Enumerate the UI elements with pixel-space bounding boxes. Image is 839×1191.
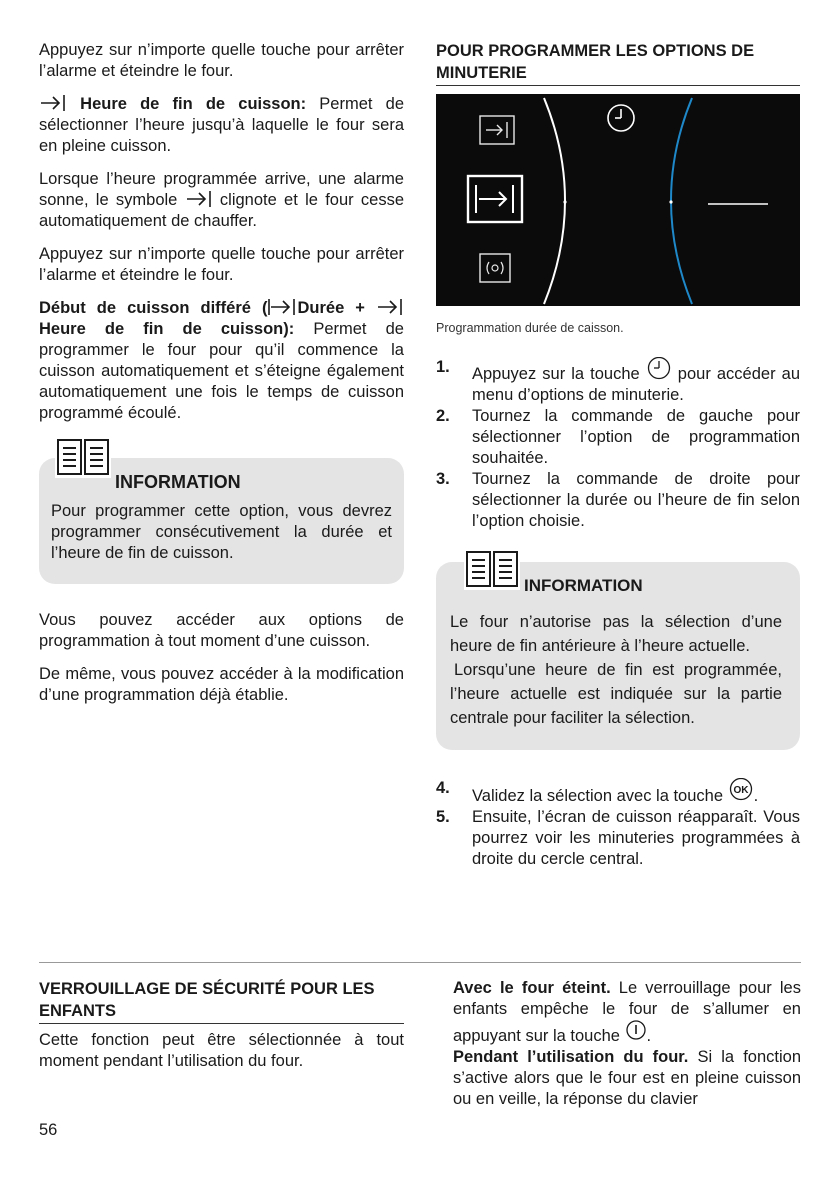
information-book-icon [464,548,520,590]
delayed-label-a: Début de cuisson différé ( [39,299,268,317]
paragraph-alarm-rings [39,169,404,232]
end-time-label: Heure de fin de cuisson: [80,95,307,113]
info-box-right [436,562,800,750]
child-lock-intro: Cette fonction peut être sélectionnée à tout moment pendant l’utilisation du four. [39,1031,404,1070]
step-number: 4. [436,779,450,797]
paragraph-end-time [39,94,404,157]
step-text: Appuyez sur la touche [472,365,646,383]
oven-off-text-b: . [646,1027,652,1045]
step-number: 5. [436,808,450,826]
alarm-text-a: Lorsque l’heure programmée arrive, une alarme sonne, le symbole [39,170,404,209]
oven-off-text-a: Le verrouillage pour les enfants empêche le four de s’allumer en appuyant sur la touche [453,979,801,1045]
step-number: 2. [436,407,450,425]
step-item [436,469,800,532]
delayed-label-c: Heure de fin de cuisson): [39,320,295,338]
step-text-b: pour accéder au menu d’options de minuterie. [472,365,800,404]
info-title: INFORMATION [524,576,643,595]
oven-use-label: Pendant l’utilisation du four. [453,1048,689,1066]
info-box-left [39,458,404,584]
end-time-icon [185,190,213,208]
info-text-2: Lorsqu’une heure de fin est programmée, l’heure actuelle est indiquée sur la partie centrale pour faciliter la sélection. [450,661,782,727]
end-time-icon [376,298,404,316]
clock-key-icon [646,357,672,381]
section-divider [39,962,801,963]
info-text-1: Le four n’autorise pas la sélection d’une heure de fin antérieure à l’heure actuelle. [450,613,782,655]
information-book-icon [55,436,111,478]
paragraph-delayed-start [39,298,404,424]
delayed-text: Permet de programmer le four pour qu’il commence la cuisson automatiquement et s’éteigne également automatiquement une fois le temps de cuisson programmé écoulé. [39,320,404,422]
step-number: 3. [436,470,450,488]
paragraph-alarm-stop: Appuyez sur n’importe quelle touche pour arrêter l’alarme et éteindre le four. [39,41,404,80]
ok-key-icon [728,778,754,802]
ok-key-label: OK [733,785,749,796]
alarm-text-b: clignote et le four cesse automatiquement de chauffer. [39,191,404,230]
info-title: INFORMATION [115,472,241,492]
power-key-icon [625,1020,647,1042]
child-lock-details [453,978,801,1110]
step-text-b: . [753,787,759,805]
step-text: Validez la sélection avec la touche [472,787,728,805]
paragraph-modify-program: De même, vous pouvez accéder à la modification d’une programmation déjà établie. [39,665,404,704]
steps-list-1 [436,357,800,532]
oven-use-text: Si la fonction s’active alors que le four est en pleine cuisson ou en veille, la réponse du clavier [453,1048,801,1108]
info-text: Pour programmer cette option, vous devrez programmer consécutivement la durée et l’heure de fin de cuisson. [51,502,392,562]
step-item [436,406,800,469]
figure-caption: Programmation durée de caisson. [436,321,624,335]
duration-icon [267,298,297,316]
child-lock-heading: VERROUILLAGE DE SÉCURITÉ POUR LES ENFANTS [39,978,404,1024]
step-text: Tournez la commande de droite pour sélectionner la durée ou l’heure de fin selon l’option choisie. [472,470,800,530]
delayed-label-b: Durée + [297,299,376,317]
step-text: Tournez la commande de gauche pour sélectionner l’option de programmation souhaitée. [472,407,800,467]
oven-off-label: Avec le four éteint. [453,979,611,997]
right-column [436,40,800,870]
end-time-icon [39,94,67,112]
page-number: 56 [39,1121,58,1139]
paragraph-alarm-stop-2: Appuyez sur n’importe quelle touche pour arrêter l’alarme et éteindre le four. [39,245,404,284]
step-item [436,807,800,870]
oven-display-graphic [436,94,800,306]
oven-display-illustration [436,94,800,306]
left-column [39,40,404,718]
step-number: 1. [436,358,450,376]
steps-list-2 [436,778,800,870]
paragraph-access-options: Vous pouvez accéder aux options de programmation à tout moment d’une cuisson. [39,611,404,650]
step-text: Ensuite, l’écran de cuisson réapparaît. Vous pourrez voir les minuteries programmées à droite du cercle central. [472,808,800,868]
section-heading-timer: POUR PROGRAMMER LES OPTIONS DE MINUTERIE [436,40,800,86]
step-item [436,357,800,406]
child-lock-section [39,978,404,1072]
step-item [436,778,800,807]
end-time-text: Permet de sélectionner l’heure jusqu’à laquelle le four sera en pleine cuisson. [39,95,404,155]
